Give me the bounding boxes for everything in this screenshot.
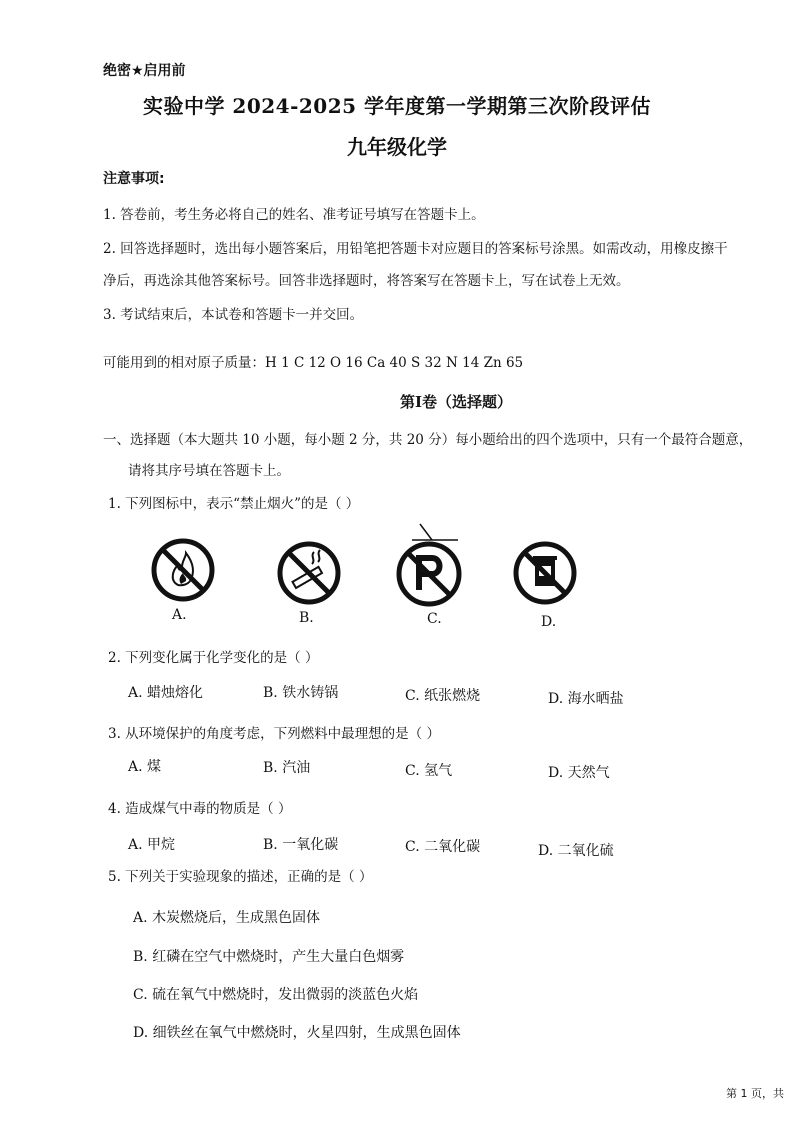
option-label: C. [427, 611, 442, 627]
exam-subtitle: 九年级化学 [347, 135, 447, 159]
option-b: B. 红磷在空气中燃烧时，产生大量白色烟雾 [133, 949, 405, 965]
option-a: A. 蜡烛熔化 [128, 685, 204, 701]
section-instruction: 一、选择题（本大题共 10 小题，每小题 2 分，共 20 分）每小题给出的四个选项中，只有一个最符合题意， [103, 432, 753, 448]
question-stem: 5. 下列关于实验现象的描述，正确的是（ ） [108, 869, 373, 885]
question-stem: 1. 下列图标中，表示“禁止烟火”的是（ ） [108, 496, 360, 512]
option-label: B. [299, 610, 314, 626]
confidential-label: 绝密★启用前 [103, 63, 186, 79]
no-fire-icon [150, 537, 216, 603]
option-b: B. 汽油 [263, 760, 311, 776]
option-d: D. 二氧化硫 [538, 843, 614, 859]
no-parking-icon [392, 522, 466, 610]
option-b: B. 铁水铸锅 [263, 685, 339, 701]
question-stem: 4. 造成煤气中毒的物质是（ ） [108, 801, 292, 817]
question-stem: 2. 下列变化属于化学变化的是（ ） [108, 650, 319, 666]
no-smoking-icon [276, 540, 342, 606]
atomic-masses: 可能用到的相对原子质量：H 1 C 12 O 16 Ca 40 S 32 N 14 Zn 65 [103, 355, 524, 371]
option-d: D. 细铁丝在氧气中燃烧时，火星四射，生成黑色固体 [133, 1025, 461, 1041]
option-d: D. 天然气 [548, 765, 610, 781]
option-b: B. 一氧化碳 [263, 837, 339, 853]
section-instruction-cont: 请将其序号填在答题卡上。 [128, 463, 290, 479]
option-c: C. 硫在氧气中燃烧时，发出微弱的淡蓝色火焰 [133, 987, 419, 1003]
notice-item: 净后，再选涂其他答案标号。回答非选择题时，将答案写在答题卡上，写在试卷上无效。 [103, 273, 630, 289]
option-d: D. 海水晒盐 [548, 691, 624, 707]
option-label: D. [541, 614, 557, 630]
option-label: A. [172, 607, 187, 623]
notice-item: 1. 答卷前，考生务必将自己的姓名、准考证号填写在答题卡上。 [103, 207, 485, 223]
page-footer: 第 1 页，共 [726, 1087, 784, 1100]
no-litter-icon [512, 540, 578, 606]
notice-item: 3. 考试结束后，本试卷和答题卡一并交回。 [103, 307, 364, 323]
exam-title: 实验中学 2024-2025 学年度第一学期第三次阶段评估 [142, 94, 652, 118]
section-title: 第Ⅰ卷（选择题） [400, 393, 513, 411]
option-c: C. 氢气 [405, 763, 453, 779]
option-a: A. 甲烷 [128, 837, 176, 853]
option-a: A. 木炭燃烧后，生成黑色固体 [133, 910, 321, 926]
option-a: A. 煤 [128, 759, 162, 775]
option-c: C. 纸张燃烧 [405, 688, 481, 704]
option-c: C. 二氧化碳 [405, 839, 481, 855]
notice-item: 2. 回答选择题时，选出每小题答案后，用铅笔把答题卡对应题目的答案标号涂黑。如需改动，用橡皮擦干 [103, 241, 728, 257]
notice-heading: 注意事项: [103, 171, 165, 187]
question-stem: 3. 从环境保护的角度考虑，下列燃料中最理想的是（ ） [108, 726, 440, 742]
